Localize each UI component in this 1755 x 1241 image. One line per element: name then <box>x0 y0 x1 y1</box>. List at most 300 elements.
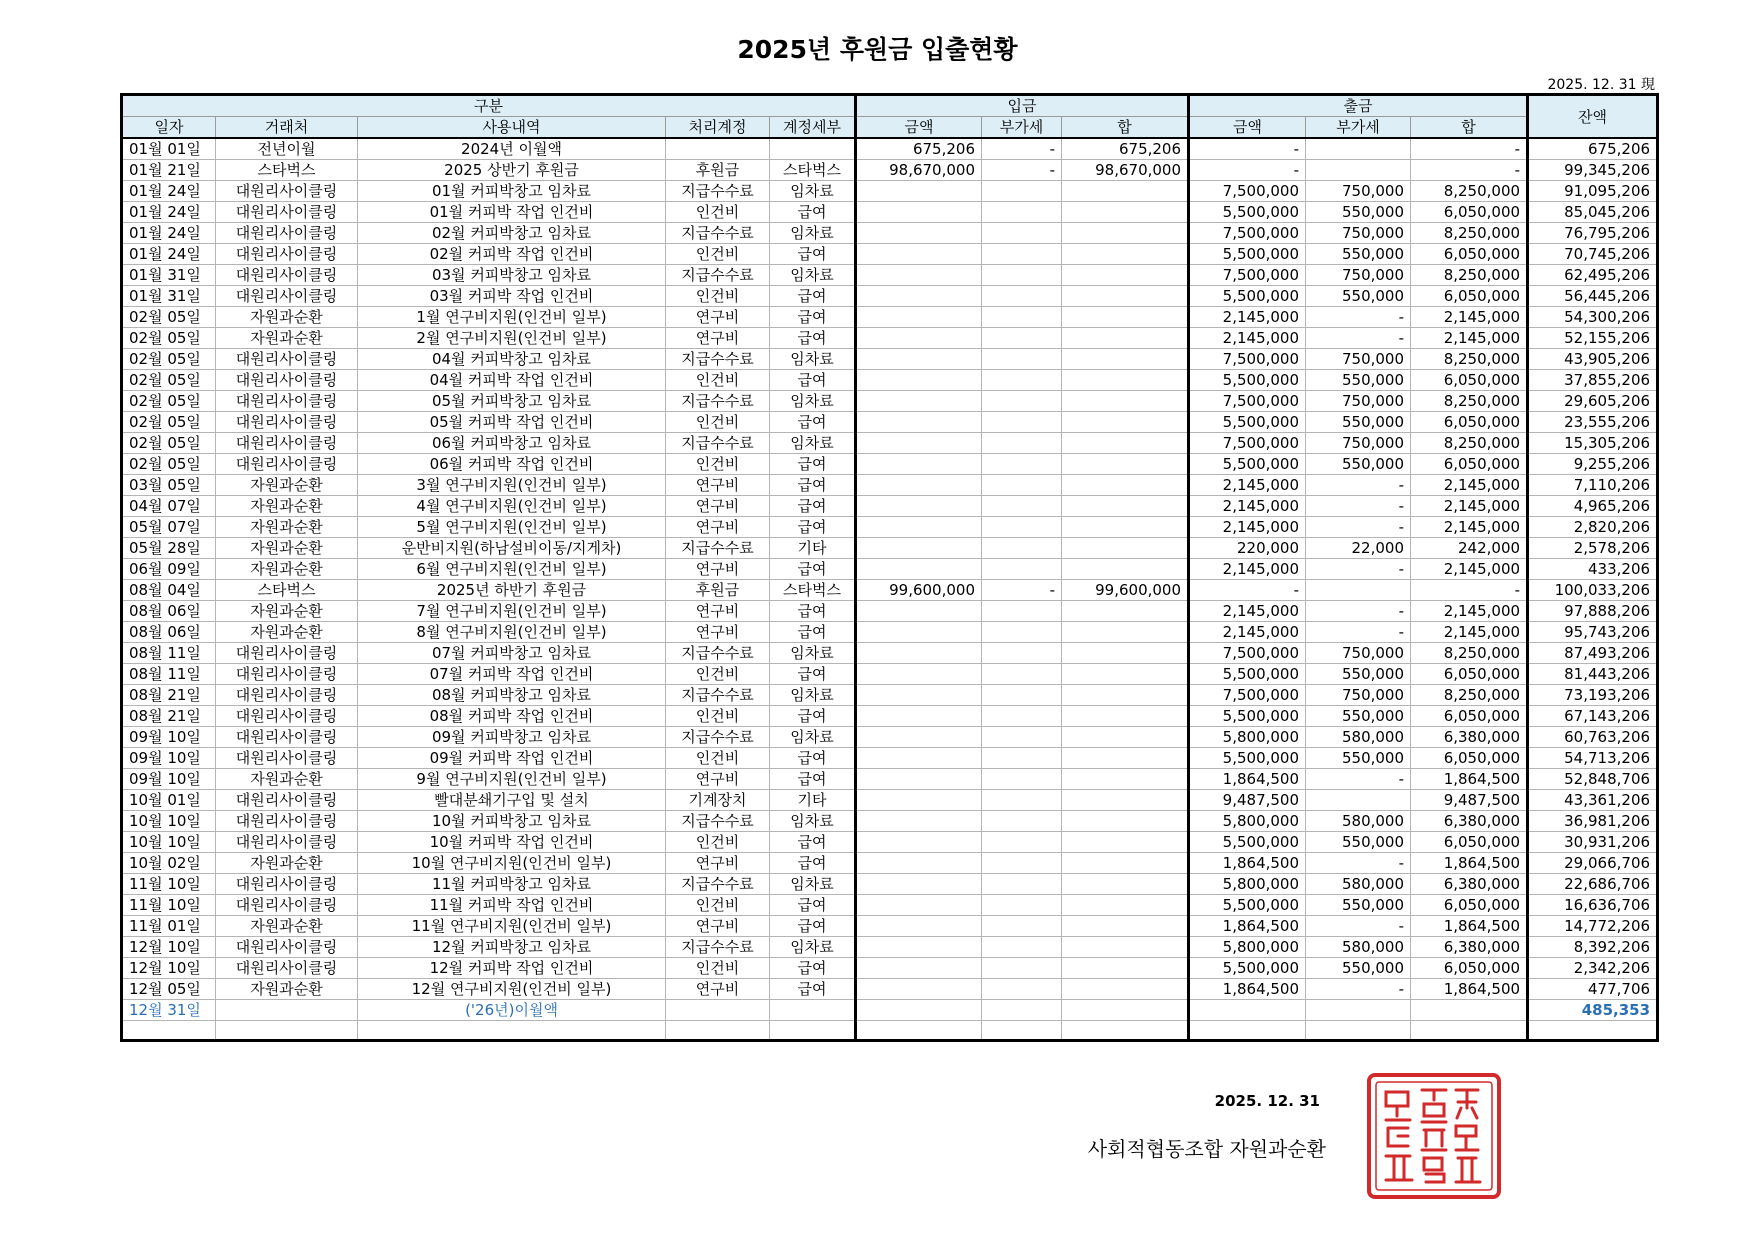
cell-description: 4월 연구비지원(인건비 일부) <box>358 496 666 517</box>
cell-vendor: 대원리사이클링 <box>216 286 358 307</box>
cell-in-amount <box>856 286 982 307</box>
cell-out-amount: 5,500,000 <box>1189 412 1306 433</box>
header-group-row <box>122 95 1658 117</box>
cell-account: 인건비 <box>666 748 770 769</box>
cell-balance: 15,305,206 <box>1528 433 1658 454</box>
header-in-amount: 금액 <box>856 117 982 139</box>
cell-date: 01월 01일 <box>122 138 216 160</box>
cell-account: 인건비 <box>666 202 770 223</box>
cell-out-total: 6,050,000 <box>1411 454 1528 475</box>
cell-date: 05월 28일 <box>122 538 216 559</box>
cell-in-total <box>1062 811 1189 832</box>
cell-out-total: 2,145,000 <box>1411 517 1528 538</box>
cell-in-vat <box>982 790 1062 811</box>
cell-out-amount: 1,864,500 <box>1189 769 1306 790</box>
cell-description: 7월 연구비지원(인건비 일부) <box>358 601 666 622</box>
cell-in-vat <box>982 349 1062 370</box>
cell-date: 10월 02일 <box>122 853 216 874</box>
cell-out-amount: 7,500,000 <box>1189 433 1306 454</box>
cell-in-vat <box>982 601 1062 622</box>
cell-out-amount: 5,500,000 <box>1189 832 1306 853</box>
cell-out-total: 6,050,000 <box>1411 286 1528 307</box>
cell-account: 지급수수료 <box>666 874 770 895</box>
cell-out-total: 6,050,000 <box>1411 895 1528 916</box>
cell-in-total <box>1062 223 1189 244</box>
cell-account-detail: 급여 <box>770 370 856 391</box>
cell-vendor: 대원리사이클링 <box>216 811 358 832</box>
cell-out-total: 242,000 <box>1411 538 1528 559</box>
cell-description: 01월 커피박창고 임차료 <box>358 181 666 202</box>
cell-in-vat <box>982 853 1062 874</box>
cell-date: 02월 05일 <box>122 454 216 475</box>
cell-vendor: 대원리사이클링 <box>216 412 358 433</box>
cell-in-amount <box>856 790 982 811</box>
cell-out-amount: 5,500,000 <box>1189 454 1306 475</box>
cell-out-total: 6,050,000 <box>1411 664 1528 685</box>
table-row <box>122 391 1658 412</box>
cell-date: 08월 21일 <box>122 706 216 727</box>
ledger-body <box>122 138 1658 1000</box>
closing-vendor <box>216 1000 358 1021</box>
cell-in-vat <box>982 265 1062 286</box>
table-row <box>122 223 1658 244</box>
cell-description: 04월 커피박창고 임차료 <box>358 349 666 370</box>
cell-description: 12월 커피박창고 임차료 <box>358 937 666 958</box>
cell-balance: 29,066,706 <box>1528 853 1658 874</box>
cell-in-vat <box>982 286 1062 307</box>
cell-in-total <box>1062 391 1189 412</box>
cell-account: 인건비 <box>666 454 770 475</box>
cell-date: 01월 24일 <box>122 202 216 223</box>
cell-date: 11월 10일 <box>122 874 216 895</box>
cell-in-vat <box>982 559 1062 580</box>
cell-balance: 60,763,206 <box>1528 727 1658 748</box>
closing-balance: 485,353 <box>1528 1000 1658 1021</box>
cell-vendor: 대원리사이클링 <box>216 370 358 391</box>
cell-vendor: 대원리사이클링 <box>216 433 358 454</box>
cell-account-detail: 기타 <box>770 790 856 811</box>
cell-out-vat: 550,000 <box>1306 748 1411 769</box>
table-row <box>122 580 1658 601</box>
cell-description: 05월 커피박창고 임차료 <box>358 391 666 412</box>
cell-out-vat: 550,000 <box>1306 202 1411 223</box>
cell-out-total: 6,050,000 <box>1411 244 1528 265</box>
cell-out-vat: 580,000 <box>1306 811 1411 832</box>
cell-balance: 23,555,206 <box>1528 412 1658 433</box>
cell-vendor: 대원리사이클링 <box>216 685 358 706</box>
cell-vendor: 자원과순환 <box>216 496 358 517</box>
cell-out-amount: 5,500,000 <box>1189 244 1306 265</box>
cell-out-total: 9,487,500 <box>1411 790 1528 811</box>
cell-date: 12월 10일 <box>122 958 216 979</box>
cell-in-amount <box>856 622 982 643</box>
header-column-row <box>122 117 1658 139</box>
cell-description: 운반비지원(하남설비이동/지게차) <box>358 538 666 559</box>
cell-date: 02월 05일 <box>122 391 216 412</box>
cell-out-amount: 2,145,000 <box>1189 475 1306 496</box>
cell-date: 11월 10일 <box>122 895 216 916</box>
cell-description: 11월 커피박창고 임차료 <box>358 874 666 895</box>
cell-description: 02월 커피박 작업 인건비 <box>358 244 666 265</box>
cell-balance: 36,981,206 <box>1528 811 1658 832</box>
cell-out-vat: 750,000 <box>1306 685 1411 706</box>
table-row <box>122 601 1658 622</box>
cell-in-amount: 675,206 <box>856 138 982 160</box>
table-row <box>122 853 1658 874</box>
cell-in-amount <box>856 979 982 1000</box>
cell-out-vat <box>1306 580 1411 601</box>
cell-out-amount: 5,500,000 <box>1189 748 1306 769</box>
cell-vendor: 대원리사이클링 <box>216 874 358 895</box>
table-row <box>122 916 1658 937</box>
cell-description: 03월 커피박창고 임차료 <box>358 265 666 286</box>
cell-out-total: 2,145,000 <box>1411 601 1528 622</box>
table-row <box>122 622 1658 643</box>
cell-out-total: 8,250,000 <box>1411 223 1528 244</box>
cell-in-vat <box>982 643 1062 664</box>
cell-in-vat <box>982 370 1062 391</box>
cell-vendor: 자원과순환 <box>216 307 358 328</box>
header-out-vat: 부가세 <box>1306 117 1411 139</box>
cell-account: 연구비 <box>666 622 770 643</box>
cell-out-amount: 5,800,000 <box>1189 727 1306 748</box>
cell-out-amount: - <box>1189 160 1306 181</box>
cell-description: 09월 커피박 작업 인건비 <box>358 748 666 769</box>
cell-account-detail: 급여 <box>770 286 856 307</box>
cell-in-amount <box>856 349 982 370</box>
cell-out-vat: - <box>1306 622 1411 643</box>
cell-account-detail: 급여 <box>770 664 856 685</box>
cell-account-detail: 급여 <box>770 517 856 538</box>
cell-in-total <box>1062 685 1189 706</box>
cell-out-amount: 5,500,000 <box>1189 286 1306 307</box>
cell-account-detail: 임차료 <box>770 937 856 958</box>
cell-balance: 76,795,206 <box>1528 223 1658 244</box>
cell-account: 인건비 <box>666 286 770 307</box>
cell-account-detail: 임차료 <box>770 433 856 454</box>
cell-out-amount: 5,500,000 <box>1189 664 1306 685</box>
cell-balance: 30,931,206 <box>1528 832 1658 853</box>
cell-account: 지급수수료 <box>666 811 770 832</box>
cell-in-total <box>1062 748 1189 769</box>
cell-out-vat: 22,000 <box>1306 538 1411 559</box>
cell-in-amount <box>856 454 982 475</box>
cell-out-vat: 550,000 <box>1306 454 1411 475</box>
cell-date: 12월 05일 <box>122 979 216 1000</box>
cell-balance: 100,033,206 <box>1528 580 1658 601</box>
cell-in-vat <box>982 727 1062 748</box>
cell-vendor: 자원과순환 <box>216 979 358 1000</box>
cell-account-detail: 기타 <box>770 538 856 559</box>
header-out-total: 합 <box>1411 117 1528 139</box>
cell-vendor: 자원과순환 <box>216 601 358 622</box>
cell-account: 지급수수료 <box>666 727 770 748</box>
cell-account-detail: 임차료 <box>770 874 856 895</box>
cell-out-amount: 7,500,000 <box>1189 265 1306 286</box>
cell-description: 1월 연구비지원(인건비 일부) <box>358 307 666 328</box>
cell-date: 08월 06일 <box>122 622 216 643</box>
cell-out-amount: 7,500,000 <box>1189 391 1306 412</box>
cell-vendor: 자원과순환 <box>216 538 358 559</box>
cell-in-total <box>1062 664 1189 685</box>
cell-in-vat <box>982 916 1062 937</box>
cell-date: 01월 24일 <box>122 223 216 244</box>
cell-balance: 52,155,206 <box>1528 328 1658 349</box>
cell-in-amount <box>856 475 982 496</box>
cell-account-detail: 임차료 <box>770 181 856 202</box>
cell-balance: 9,255,206 <box>1528 454 1658 475</box>
cell-in-vat <box>982 979 1062 1000</box>
cell-vendor: 대원리사이클링 <box>216 958 358 979</box>
cell-balance: 433,206 <box>1528 559 1658 580</box>
header-out-amount: 금액 <box>1189 117 1306 139</box>
table-row <box>122 811 1658 832</box>
cell-vendor: 대원리사이클링 <box>216 391 358 412</box>
cell-account-detail: 급여 <box>770 475 856 496</box>
cell-in-amount <box>856 328 982 349</box>
cell-out-vat: - <box>1306 601 1411 622</box>
cell-account: 지급수수료 <box>666 937 770 958</box>
cell-date: 10월 01일 <box>122 790 216 811</box>
cell-account-detail: 급여 <box>770 244 856 265</box>
cell-account-detail: 급여 <box>770 496 856 517</box>
cell-out-total: 8,250,000 <box>1411 685 1528 706</box>
cell-description: 07월 커피박 작업 인건비 <box>358 664 666 685</box>
cell-date: 10월 10일 <box>122 811 216 832</box>
cell-out-vat: - <box>1306 916 1411 937</box>
cell-account-detail: 급여 <box>770 454 856 475</box>
cell-vendor: 대원리사이클링 <box>216 643 358 664</box>
cell-in-total <box>1062 496 1189 517</box>
cell-description: 09월 커피박창고 임차료 <box>358 727 666 748</box>
cell-account: 연구비 <box>666 916 770 937</box>
table-row <box>122 895 1658 916</box>
cell-account-detail: 임차료 <box>770 349 856 370</box>
cell-date: 01월 21일 <box>122 160 216 181</box>
cell-in-vat <box>982 685 1062 706</box>
cell-balance: 2,820,206 <box>1528 517 1658 538</box>
cell-description: 02월 커피박창고 임차료 <box>358 223 666 244</box>
cell-account: 연구비 <box>666 601 770 622</box>
cell-date: 10월 10일 <box>122 832 216 853</box>
cell-out-amount: 7,500,000 <box>1189 223 1306 244</box>
ledger-table <box>120 93 1659 1042</box>
cell-date: 02월 05일 <box>122 349 216 370</box>
cell-vendor: 대원리사이클링 <box>216 223 358 244</box>
cell-out-total: 6,380,000 <box>1411 937 1528 958</box>
cell-in-total <box>1062 412 1189 433</box>
cell-in-amount <box>856 769 982 790</box>
table-row <box>122 538 1658 559</box>
cell-in-amount <box>856 832 982 853</box>
cell-in-vat <box>982 475 1062 496</box>
cell-in-vat <box>982 202 1062 223</box>
cell-balance: 97,888,206 <box>1528 601 1658 622</box>
cell-date: 01월 24일 <box>122 244 216 265</box>
cell-account: 연구비 <box>666 979 770 1000</box>
cell-account-detail: 급여 <box>770 622 856 643</box>
cell-in-total <box>1062 538 1189 559</box>
cell-account: 지급수수료 <box>666 391 770 412</box>
cell-balance: 2,342,206 <box>1528 958 1658 979</box>
cell-out-total: 2,145,000 <box>1411 559 1528 580</box>
cell-out-vat: - <box>1306 475 1411 496</box>
header-in-total: 합 <box>1062 117 1189 139</box>
cell-out-vat: - <box>1306 769 1411 790</box>
cell-date: 12월 10일 <box>122 937 216 958</box>
cell-out-amount: 1,864,500 <box>1189 916 1306 937</box>
cell-out-vat: 550,000 <box>1306 832 1411 853</box>
cell-vendor: 대원리사이클링 <box>216 790 358 811</box>
cell-out-total: 8,250,000 <box>1411 391 1528 412</box>
cell-balance: 87,493,206 <box>1528 643 1658 664</box>
cell-description: 06월 커피박창고 임차료 <box>358 433 666 454</box>
table-row <box>122 706 1658 727</box>
cell-in-vat <box>982 622 1062 643</box>
closing-row <box>122 1000 1658 1021</box>
cell-out-total: 1,864,500 <box>1411 979 1528 1000</box>
cell-description: 8월 연구비지원(인건비 일부) <box>358 622 666 643</box>
cell-out-vat: 550,000 <box>1306 244 1411 265</box>
cell-in-vat <box>982 538 1062 559</box>
cell-out-amount: 5,500,000 <box>1189 895 1306 916</box>
cell-in-vat <box>982 706 1062 727</box>
cell-account: 연구비 <box>666 853 770 874</box>
cell-account-detail: 급여 <box>770 832 856 853</box>
cell-vendor: 대원리사이클링 <box>216 832 358 853</box>
header-in-vat: 부가세 <box>982 117 1062 139</box>
cell-out-vat: 550,000 <box>1306 664 1411 685</box>
cell-in-amount <box>856 664 982 685</box>
cell-in-vat: - <box>982 580 1062 601</box>
cell-description: 10월 커피박 작업 인건비 <box>358 832 666 853</box>
cell-balance: 8,392,206 <box>1528 937 1658 958</box>
cell-balance: 14,772,206 <box>1528 916 1658 937</box>
table-row <box>122 643 1658 664</box>
cell-in-total <box>1062 979 1189 1000</box>
header-date: 일자 <box>122 117 216 139</box>
cell-out-total: 6,050,000 <box>1411 412 1528 433</box>
cell-date: 02월 05일 <box>122 307 216 328</box>
cell-in-amount <box>856 433 982 454</box>
cell-date: 09월 10일 <box>122 748 216 769</box>
cell-vendor: 자원과순환 <box>216 769 358 790</box>
cell-out-total: 1,864,500 <box>1411 916 1528 937</box>
cell-date: 01월 24일 <box>122 181 216 202</box>
cell-account: 연구비 <box>666 559 770 580</box>
cell-out-amount: 5,800,000 <box>1189 937 1306 958</box>
cell-account: 인건비 <box>666 244 770 265</box>
cell-account-detail: 급여 <box>770 853 856 874</box>
cell-description: 08월 커피박창고 임차료 <box>358 685 666 706</box>
cell-in-amount <box>856 811 982 832</box>
table-row <box>122 664 1658 685</box>
cell-out-vat: 750,000 <box>1306 265 1411 286</box>
cell-in-vat <box>982 433 1062 454</box>
closing-date: 12월 31일 <box>122 1000 216 1021</box>
cell-balance: 477,706 <box>1528 979 1658 1000</box>
cell-vendor: 자원과순환 <box>216 916 358 937</box>
cell-account-detail: 급여 <box>770 895 856 916</box>
cell-out-total: - <box>1411 138 1528 160</box>
cell-account-detail: 급여 <box>770 307 856 328</box>
cell-out-amount: 2,145,000 <box>1189 517 1306 538</box>
table-row <box>122 181 1658 202</box>
cell-in-vat <box>982 181 1062 202</box>
cell-in-total: 98,670,000 <box>1062 160 1189 181</box>
cell-out-total: - <box>1411 160 1528 181</box>
table-row <box>122 979 1658 1000</box>
cell-account: 인건비 <box>666 958 770 979</box>
cell-account-detail: 임차료 <box>770 391 856 412</box>
cell-out-vat: 550,000 <box>1306 706 1411 727</box>
cell-out-vat <box>1306 790 1411 811</box>
table-row <box>122 937 1658 958</box>
cell-balance: 675,206 <box>1528 138 1658 160</box>
cell-out-vat: - <box>1306 328 1411 349</box>
cell-vendor: 대원리사이클링 <box>216 454 358 475</box>
cell-in-total <box>1062 244 1189 265</box>
cell-date: 06월 09일 <box>122 559 216 580</box>
table-row <box>122 685 1658 706</box>
cell-in-amount <box>856 559 982 580</box>
cell-in-vat <box>982 328 1062 349</box>
cell-out-amount: 9,487,500 <box>1189 790 1306 811</box>
cell-out-total: 8,250,000 <box>1411 265 1528 286</box>
cell-account-detail: 임차료 <box>770 643 856 664</box>
cell-out-vat: 550,000 <box>1306 286 1411 307</box>
table-row <box>122 433 1658 454</box>
cell-balance: 22,686,706 <box>1528 874 1658 895</box>
cell-vendor: 자원과순환 <box>216 517 358 538</box>
cell-description: 11월 커피박 작업 인건비 <box>358 895 666 916</box>
cell-out-amount: - <box>1189 580 1306 601</box>
cell-in-total <box>1062 286 1189 307</box>
cell-account: 지급수수료 <box>666 265 770 286</box>
cell-in-amount <box>856 244 982 265</box>
cell-description: 01월 커피박 작업 인건비 <box>358 202 666 223</box>
cell-out-vat: - <box>1306 559 1411 580</box>
table-row <box>122 748 1658 769</box>
blank-row <box>122 1021 1658 1041</box>
cell-in-total <box>1062 874 1189 895</box>
cell-in-vat <box>982 244 1062 265</box>
cell-in-vat <box>982 937 1062 958</box>
header-balance: 잔액 <box>1528 95 1658 139</box>
table-row <box>122 286 1658 307</box>
header-account-detail: 계정세부 <box>770 117 856 139</box>
cell-description: 03월 커피박 작업 인건비 <box>358 286 666 307</box>
cell-in-total <box>1062 916 1189 937</box>
cell-vendor: 대원리사이클링 <box>216 181 358 202</box>
cell-vendor: 대원리사이클링 <box>216 706 358 727</box>
footer-organization: 사회적협동조합 자원과순환 <box>1087 1137 1326 1161</box>
cell-in-amount: 99,600,000 <box>856 580 982 601</box>
cell-out-total: 2,145,000 <box>1411 307 1528 328</box>
cell-vendor: 대원리사이클링 <box>216 895 358 916</box>
cell-account: 인건비 <box>666 895 770 916</box>
cell-account-detail: 급여 <box>770 748 856 769</box>
cell-out-vat: 750,000 <box>1306 391 1411 412</box>
cell-out-total: 6,050,000 <box>1411 832 1528 853</box>
cell-description: 12월 커피박 작업 인건비 <box>358 958 666 979</box>
cell-out-vat: 750,000 <box>1306 223 1411 244</box>
cell-date: 03월 05일 <box>122 475 216 496</box>
cell-balance: 29,605,206 <box>1528 391 1658 412</box>
as-of-date: 2025. 12. 31 現 <box>1547 77 1655 93</box>
cell-out-amount: 7,500,000 <box>1189 181 1306 202</box>
cell-account: 인건비 <box>666 706 770 727</box>
